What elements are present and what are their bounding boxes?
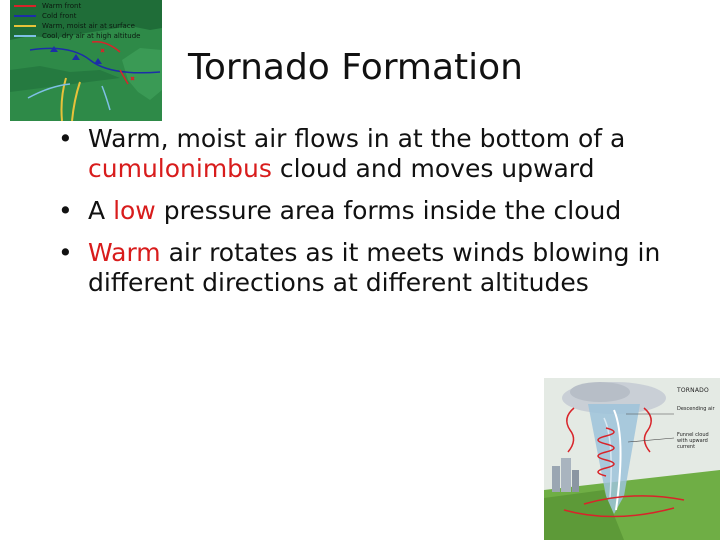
bullet-text: Warm, moist air flows in at the bottom of a	[88, 124, 626, 153]
bullet-text: pressure area forms inside the cloud	[155, 196, 622, 225]
weather-map-image	[10, 0, 162, 121]
bullet-item	[58, 196, 668, 226]
bullet-text: cloud and moves upward	[271, 154, 595, 183]
tornado-diagram-title: TORNADO	[677, 387, 709, 394]
tornado-diagram-image	[544, 378, 720, 540]
tornado-diagram-drawing	[544, 378, 720, 540]
bullet-text: air rotates as it meets winds blowing in different directions at different altitudes	[88, 238, 661, 297]
bullet-highlight: cumulonimbus	[88, 154, 272, 183]
slide-title: Tornado Formation	[188, 47, 523, 88]
funnel-cloud-label: Funnel cloud with upward current	[677, 432, 709, 450]
legend-item	[14, 31, 140, 41]
legend-swatch	[14, 35, 36, 37]
legend-item	[14, 11, 140, 21]
legend-item	[14, 21, 140, 31]
legend-label: Warm front	[42, 2, 82, 10]
bullet-list	[58, 124, 668, 310]
legend-swatch	[14, 25, 36, 27]
bullet-highlight: Warm	[88, 238, 161, 267]
bullet-item	[58, 124, 668, 184]
legend-item	[14, 1, 140, 11]
bullet-highlight: low	[113, 196, 156, 225]
map-legend	[14, 1, 140, 41]
legend-label: Cold front	[42, 12, 77, 20]
legend-label: Cool, dry air at high altitude	[42, 32, 141, 40]
bullet-text: A	[88, 196, 114, 225]
legend-label: Warm, moist air at surface	[42, 22, 135, 30]
legend-swatch	[14, 15, 36, 17]
descending-air-label: Descending air	[677, 406, 715, 412]
bullet-item	[58, 238, 668, 298]
legend-swatch	[14, 5, 36, 7]
